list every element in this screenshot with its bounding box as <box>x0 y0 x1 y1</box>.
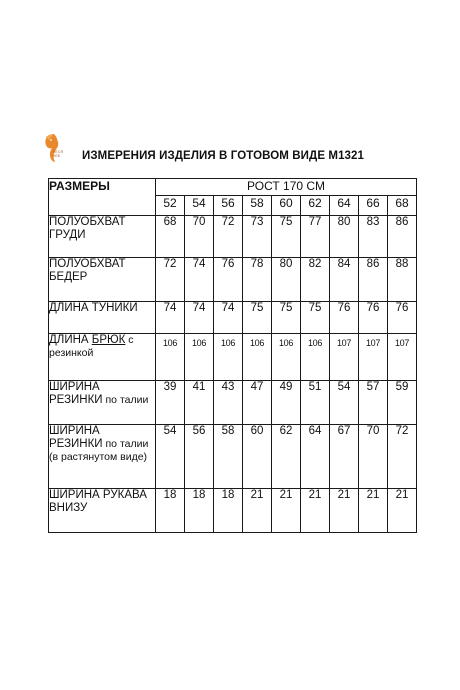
value-cell: 74 <box>185 302 214 334</box>
value-cell: 80 <box>272 258 301 302</box>
value-cell: 41 <box>185 381 214 425</box>
value-cell: 76 <box>359 302 388 334</box>
value-cell: 21 <box>272 489 301 533</box>
value-cell: 58 <box>214 425 243 489</box>
size-header-cell: 66 <box>359 196 388 216</box>
value-cell: 21 <box>301 489 330 533</box>
header-row-height <box>49 179 417 196</box>
row-label-part: ДЛИНА <box>49 334 92 346</box>
row-label-part: по талии (в растянутом виде) <box>49 438 149 463</box>
row-label-part: по талии <box>102 394 149 406</box>
value-cell: 70 <box>359 425 388 489</box>
value-cell: 74 <box>185 258 214 302</box>
value-cell: 107 <box>330 334 359 381</box>
value-cell: 70 <box>185 216 214 258</box>
value-cell: 57 <box>359 381 388 425</box>
value-cell: 76 <box>214 258 243 302</box>
value-cell: 56 <box>185 425 214 489</box>
value-cell: 72 <box>156 258 185 302</box>
row-label <box>49 425 156 489</box>
table-row <box>49 302 417 334</box>
value-cell: 80 <box>330 216 359 258</box>
value-cell: 72 <box>388 425 417 489</box>
value-cell: 82 <box>301 258 330 302</box>
height-header: РОСТ 170 СМ <box>156 179 417 196</box>
size-header-cell: 58 <box>243 196 272 216</box>
row-label: ШИРИНА РУКАВА ВНИЗУ <box>49 489 156 533</box>
table-row <box>49 425 417 489</box>
table-row <box>49 381 417 425</box>
brand-line-2: ЛЕБ <box>53 154 61 158</box>
size-header-cell: 62 <box>301 196 330 216</box>
size-header-cell: 54 <box>185 196 214 216</box>
row-label-part: БРЮК <box>91 334 126 346</box>
brand-line-1: ЛЕСЯ <box>53 150 64 154</box>
row-label: ПОЛУОБХВАТ ГРУДИ <box>49 216 156 258</box>
value-cell: 106 <box>272 334 301 381</box>
value-cell: 84 <box>330 258 359 302</box>
table-row <box>49 216 417 258</box>
value-cell: 21 <box>330 489 359 533</box>
row-label-part: с резинкой <box>49 334 134 359</box>
fox-logo-icon <box>40 132 68 164</box>
value-cell: 106 <box>301 334 330 381</box>
row-label: ПОЛУОБХВАТ БЕДЕР <box>49 258 156 302</box>
value-cell: 72 <box>214 216 243 258</box>
value-cell: 74 <box>156 302 185 334</box>
value-cell: 59 <box>388 381 417 425</box>
value-cell: 64 <box>301 425 330 489</box>
value-cell: 77 <box>301 216 330 258</box>
value-cell: 83 <box>359 216 388 258</box>
row-label-part: ШИРИНА РЕЗИНКИ <box>49 381 103 406</box>
value-cell: 47 <box>243 381 272 425</box>
value-cell: 107 <box>359 334 388 381</box>
value-cell: 73 <box>243 216 272 258</box>
value-cell: 21 <box>359 489 388 533</box>
size-header-cell: 60 <box>272 196 301 216</box>
row-label-part: ШИРИНА РЕЗИНКИ <box>49 425 103 450</box>
row-label: ДЛИНА ТУНИКИ <box>49 302 156 334</box>
row-label <box>49 334 156 381</box>
value-cell: 51 <box>301 381 330 425</box>
value-cell: 106 <box>156 334 185 381</box>
size-header-cell: 64 <box>330 196 359 216</box>
value-cell: 68 <box>156 216 185 258</box>
value-cell: 62 <box>272 425 301 489</box>
value-cell: 54 <box>156 425 185 489</box>
value-cell: 21 <box>388 489 417 533</box>
value-cell: 21 <box>243 489 272 533</box>
value-cell: 54 <box>330 381 359 425</box>
value-cell: 75 <box>243 302 272 334</box>
measurements-table <box>48 178 417 533</box>
value-cell: 75 <box>272 302 301 334</box>
value-cell: 60 <box>243 425 272 489</box>
value-cell: 76 <box>330 302 359 334</box>
size-header-cell: 56 <box>214 196 243 216</box>
value-cell: 18 <box>214 489 243 533</box>
size-header-cell: 68 <box>388 196 417 216</box>
value-cell: 43 <box>214 381 243 425</box>
brand-logo <box>40 132 68 164</box>
size-header-cell: 52 <box>156 196 185 216</box>
row-label <box>49 381 156 425</box>
value-cell: 74 <box>214 302 243 334</box>
document-title: ИЗМЕРЕНИЯ ИЗДЕЛИЯ В ГОТОВОМ ВИДЕ М1321 <box>82 150 365 162</box>
sizes-header: РАЗМЕРЫ <box>49 179 156 216</box>
value-cell: 75 <box>272 216 301 258</box>
value-cell: 67 <box>330 425 359 489</box>
value-cell: 106 <box>185 334 214 381</box>
table-row <box>49 258 417 302</box>
value-cell: 49 <box>272 381 301 425</box>
table-row <box>49 334 417 381</box>
value-cell: 18 <box>185 489 214 533</box>
value-cell: 106 <box>214 334 243 381</box>
value-cell: 106 <box>243 334 272 381</box>
value-cell: 86 <box>359 258 388 302</box>
value-cell: 76 <box>388 302 417 334</box>
value-cell: 75 <box>301 302 330 334</box>
value-cell: 78 <box>243 258 272 302</box>
table-row <box>49 489 417 533</box>
value-cell: 88 <box>388 258 417 302</box>
value-cell: 86 <box>388 216 417 258</box>
value-cell: 107 <box>388 334 417 381</box>
value-cell: 39 <box>156 381 185 425</box>
value-cell: 18 <box>156 489 185 533</box>
